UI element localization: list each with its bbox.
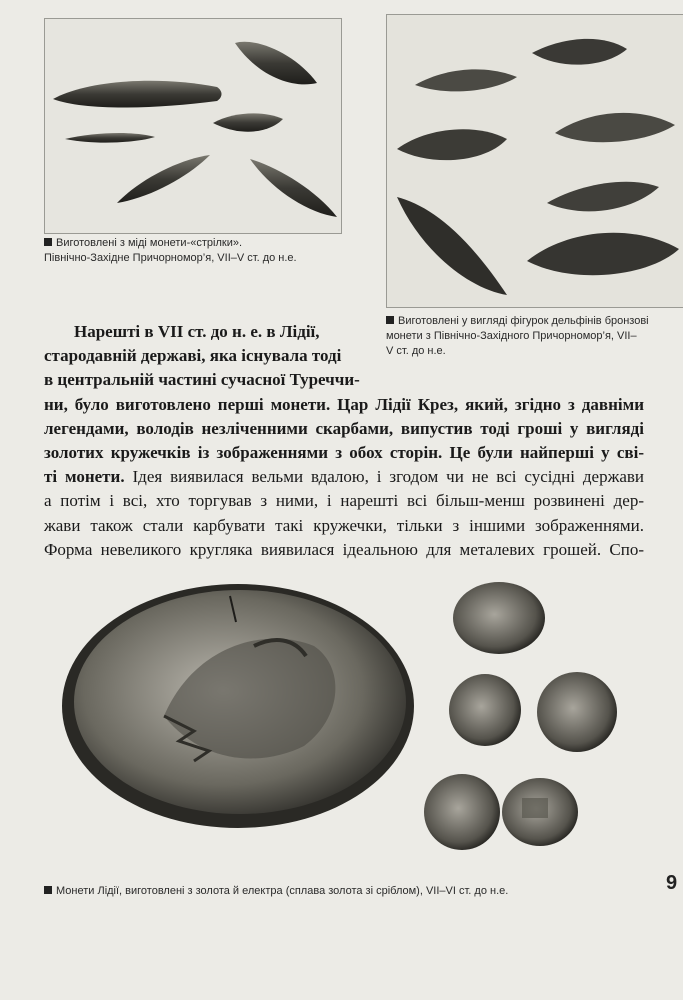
- page-number: 9: [666, 872, 678, 894]
- dolphin-coins-photo: [386, 14, 683, 308]
- arrow-coins-photo: [44, 18, 342, 234]
- bullet-square-icon: [44, 886, 52, 894]
- arrow-coins-caption: Виготовлені з міді монети-«стрілки». Північно-Західне Причорномор’я, VII–V ст. до н.е.: [44, 237, 297, 264]
- arrow-coins-image: [45, 19, 341, 233]
- lydian-coins-image: [44, 566, 644, 876]
- body-paragraph: Нарешті в VII ст. до н. е. в Лідії, стародавній державі, яка існувала тоді в центральній частині сучасної Туреччи- ни, було виготовлено перші монети. Цар Лідії Крез, який, згідно з давніми легендами, володів незліченними скарбами, випустив тоді гроші у вигляді золотих кружечків із зображеннями з обох сторін. Це були найперші у сві- ті монети. Ідея виявилася вельми вдалою, і згодом чи не всі сусідні держави а потім і всі, хто торгував з ними, і нарешті всі більш-менш розвинені дер- жави також стали карбувати такі кружечки, тільки з іншими зображеннями. Форма невеликого кругляка виявилася ідеальною для металевих грошей. Спо-: [44, 322, 644, 559]
- dolphin-coins-image: [387, 15, 683, 307]
- bullet-square-icon: [44, 238, 52, 246]
- lydian-coins-caption: Монети Лідії, виготовлені з золота й електра (сплава золота зі сріблом), VII–VI ст. до н.е.: [44, 884, 644, 899]
- dolphin-coins-caption: Виготовлені у вигляді фігурок дельфінів бронзові монети з Північно-Західного Причорномор’я, VII– V ст. до н.е.: [386, 315, 649, 357]
- lydian-coins-photo: [44, 566, 644, 876]
